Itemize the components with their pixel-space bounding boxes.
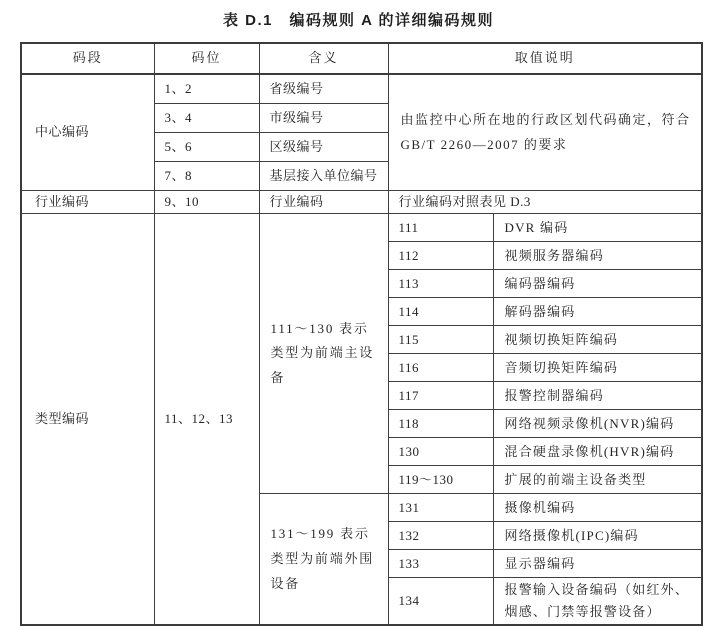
code-cell: 113 (388, 270, 493, 298)
meaning-cell: 基层接入单位编号 (259, 162, 388, 191)
code-cell: 117 (388, 382, 493, 410)
position-cell-type: 11、12、13 (154, 214, 259, 626)
desc-cell: 网络摄像机(IPC)编码 (493, 522, 702, 550)
col-header-value-desc: 取值说明 (388, 43, 702, 74)
value-desc-cell-center: 由监控中心所在地的行政区划代码确定，符合 GB/T 2260—2007 的要求 (388, 74, 702, 191)
segment-cell-center: 中心编码 (21, 74, 154, 191)
code-cell: 134 (388, 578, 493, 626)
table-title: 表 D.1 编码规则 A 的详细编码规则 (222, 12, 495, 29)
position-cell: 7、8 (154, 162, 259, 191)
desc-cell: 报警控制器编码 (493, 382, 702, 410)
desc-cell: 视频切换矩阵编码 (493, 326, 702, 354)
table-row (21, 214, 702, 242)
code-cell: 132 (388, 522, 493, 550)
col-header-code-segment: 码段 (21, 43, 154, 74)
meaning-cell-peripheral-devices: 131～199 表示类型为前端外围设备 (259, 494, 388, 626)
value-desc-cell-industry: 行业编码对照表见 D.3 (388, 191, 702, 214)
desc-cell: 解码器编码 (493, 298, 702, 326)
desc-cell: DVR 编码 (493, 214, 702, 242)
meaning-cell: 行业编码 (259, 191, 388, 214)
code-cell: 119～130 (388, 466, 493, 494)
code-cell: 111 (388, 214, 493, 242)
desc-cell: 编码器编码 (493, 270, 702, 298)
col-header-code-position: 码位 (154, 43, 259, 74)
code-cell: 115 (388, 326, 493, 354)
code-cell: 133 (388, 550, 493, 578)
desc-cell: 网络视频录像机(NVR)编码 (493, 410, 702, 438)
desc-cell: 混合硬盘录像机(HVR)编码 (493, 438, 702, 466)
position-cell: 5、6 (154, 133, 259, 162)
desc-cell: 视频服务器编码 (493, 242, 702, 270)
desc-cell: 显示器编码 (493, 550, 702, 578)
coding-rules-table (20, 42, 703, 626)
desc-cell: 报警输入设备编码（如红外、烟感、门禁等报警设备） (493, 578, 702, 626)
desc-cell: 音频切换矩阵编码 (493, 354, 702, 382)
position-cell: 9、10 (154, 191, 259, 214)
desc-cell: 扩展的前端主设备类型 (493, 466, 702, 494)
table-row (21, 191, 702, 214)
position-cell: 1、2 (154, 74, 259, 104)
code-cell: 112 (388, 242, 493, 270)
code-cell: 116 (388, 354, 493, 382)
table-row (21, 74, 702, 104)
meaning-cell-main-devices: 111～130 表示类型为前端主设备 (259, 214, 388, 494)
code-cell: 130 (388, 438, 493, 466)
desc-cell: 摄像机编码 (493, 494, 702, 522)
code-cell: 118 (388, 410, 493, 438)
segment-cell-type: 类型编码 (21, 214, 154, 626)
col-header-meaning: 含义 (259, 43, 388, 74)
meaning-cell: 市级编号 (259, 104, 388, 133)
meaning-cell: 省级编号 (259, 74, 388, 104)
meaning-cell: 区级编号 (259, 133, 388, 162)
header-row (21, 43, 702, 74)
position-cell: 3、4 (154, 104, 259, 133)
code-cell: 114 (388, 298, 493, 326)
segment-cell-industry: 行业编码 (21, 191, 154, 214)
code-cell: 131 (388, 494, 493, 522)
